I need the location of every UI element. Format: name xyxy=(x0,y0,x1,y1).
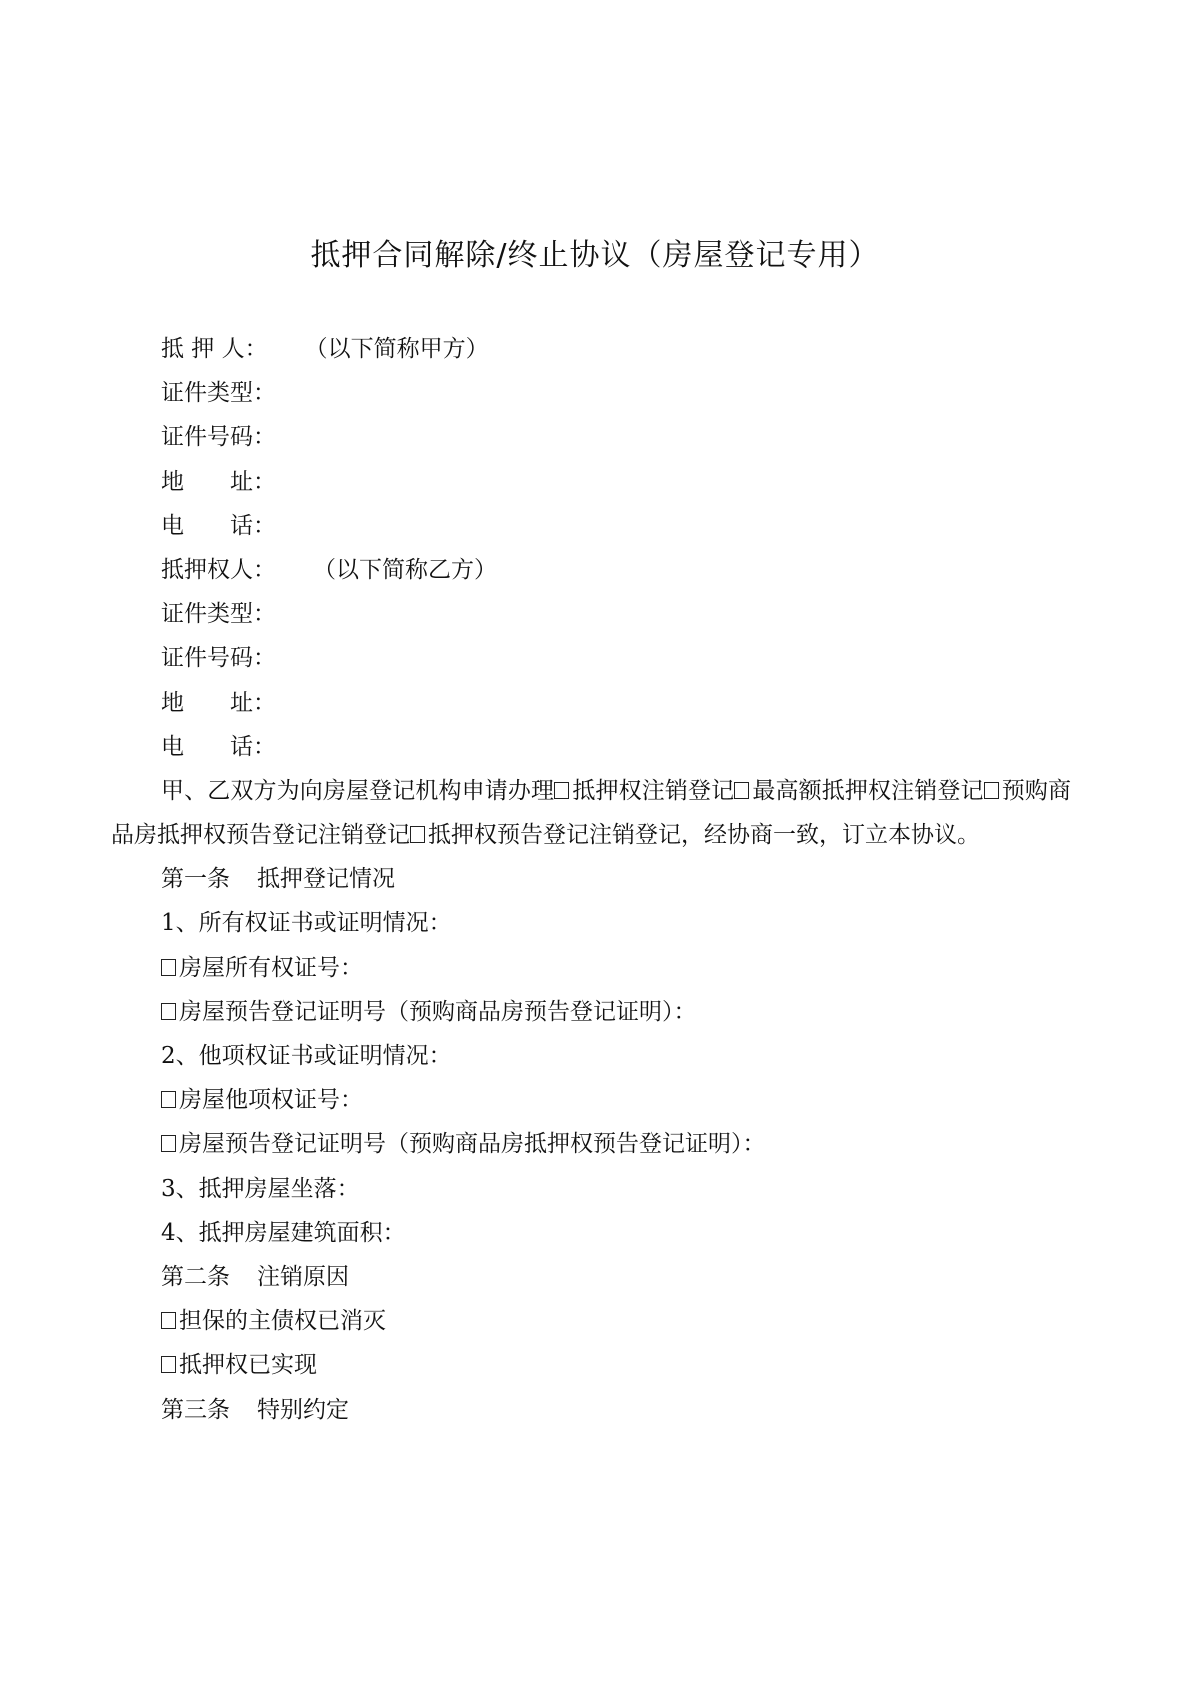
article-1-item-1-option-b xyxy=(111,990,1071,1034)
party-a-address-row xyxy=(111,460,1071,504)
checkbox-presale-notice-cert[interactable] xyxy=(161,1003,176,1020)
checkbox-max-mortgage-cancel[interactable] xyxy=(734,782,749,799)
checkbox-debt-extinguished[interactable] xyxy=(161,1312,176,1329)
ownership-cert-label: 房屋所有权证号： xyxy=(179,954,363,981)
article-1-heading xyxy=(111,857,1071,901)
presale-notice-cert-label: 房屋预告登记证明号（预购商品房预告登记证明）： xyxy=(179,998,697,1025)
party-a-phone-label: 电 话： xyxy=(161,512,276,539)
article-3-heading xyxy=(111,1388,1071,1432)
mortgage-realized-label: 抵押权已实现 xyxy=(179,1352,317,1379)
party-b-name-row xyxy=(111,548,1071,592)
party-a-address-label: 地 址： xyxy=(161,468,276,495)
checkbox-mortgage-cancel[interactable] xyxy=(554,782,569,799)
checkbox-ownership-cert[interactable] xyxy=(161,959,176,976)
article-1-item-1-option-a xyxy=(111,946,1071,990)
debt-extinguished-label: 担保的主债权已消灭 xyxy=(179,1308,386,1335)
checkbox-mortgage-notice-cancel[interactable] xyxy=(410,826,425,843)
party-a-id-type-label: 证件类型： xyxy=(161,380,276,407)
party-a-name-row xyxy=(111,327,1071,371)
article-1-title: 抵押登记情况 xyxy=(257,866,395,893)
party-a-id-number-row xyxy=(111,415,1071,459)
article-2-number: 第二条 xyxy=(161,1263,230,1290)
intro-option-3: 预购商品房抵押权预告登记注销登记 xyxy=(111,777,1072,849)
property-area-label: 4、抵押房屋建筑面积： xyxy=(161,1219,406,1246)
party-b-id-type-row xyxy=(111,592,1071,636)
checkbox-mortgage-realized[interactable] xyxy=(161,1356,176,1373)
article-1-item-1-text: 1、所有权证书或证明情况： xyxy=(161,910,452,937)
party-a-id-type-row xyxy=(111,371,1071,415)
intro-text-after: ，经协商一致，订立本协议。 xyxy=(681,822,980,849)
party-b-address-row xyxy=(111,681,1071,725)
presale-mortgage-notice-cert-label: 房屋预告登记证明号（预购商品房抵押权预告登记证明）： xyxy=(179,1131,766,1158)
party-a-name-label: 抵 押 人： xyxy=(161,336,268,362)
article-1-item-1 xyxy=(111,901,1071,945)
intro-paragraph xyxy=(111,769,1071,857)
article-2-heading xyxy=(111,1255,1071,1299)
other-right-cert-label: 房屋他项权证号： xyxy=(179,1087,363,1114)
document-body xyxy=(111,327,1071,1432)
article-1-item-4 xyxy=(111,1211,1071,1255)
article-1-item-2-option-b xyxy=(111,1122,1071,1166)
checkbox-other-right-cert[interactable] xyxy=(161,1091,176,1108)
article-2-option-a xyxy=(111,1299,1071,1343)
property-location-label: 3、抵押房屋坐落： xyxy=(161,1175,360,1202)
party-b-id-type-label: 证件类型： xyxy=(161,601,276,628)
party-a-phone-row xyxy=(111,504,1071,548)
party-b-phone-label: 电 话： xyxy=(161,733,276,760)
article-2-option-b xyxy=(111,1343,1071,1387)
party-b-address-label: 地 址： xyxy=(161,689,276,716)
article-1-number: 第一条 xyxy=(161,866,230,893)
party-b-abbrev: （以下简称乙方） xyxy=(313,556,497,583)
article-3-title: 特别约定 xyxy=(257,1396,349,1423)
article-1-item-2 xyxy=(111,1034,1071,1078)
intro-option-2: 最高额抵押权注销登记 xyxy=(752,777,984,804)
checkbox-presale-mortgage-cancel[interactable] xyxy=(984,782,999,799)
intro-text-before: 甲、乙双方为向房屋登记机构申请办理 xyxy=(161,777,555,804)
article-2-title: 注销原因 xyxy=(257,1263,349,1290)
article-1-item-2-text: 2、他项权证书或证明情况： xyxy=(161,1043,452,1070)
party-b-id-number-row xyxy=(111,636,1071,680)
party-a-abbrev: （以下简称甲方） xyxy=(304,336,489,362)
party-b-id-number-label: 证件号码： xyxy=(161,645,276,672)
intro-option-1: 抵押权注销登记 xyxy=(572,777,735,804)
intro-option-4: 抵押权预告登记注销登记 xyxy=(428,822,681,849)
article-1-item-3 xyxy=(111,1167,1071,1211)
document-title: 抵押合同解除/终止协议（房屋登记专用） xyxy=(310,238,880,273)
checkbox-presale-mortgage-notice-cert[interactable] xyxy=(161,1135,176,1152)
article-3-number: 第三条 xyxy=(161,1396,230,1423)
party-b-name-label: 抵押权人： xyxy=(161,556,276,583)
party-b-phone-row xyxy=(111,725,1071,769)
party-a-id-number-label: 证件号码： xyxy=(161,424,276,451)
article-1-item-2-option-a xyxy=(111,1078,1071,1122)
